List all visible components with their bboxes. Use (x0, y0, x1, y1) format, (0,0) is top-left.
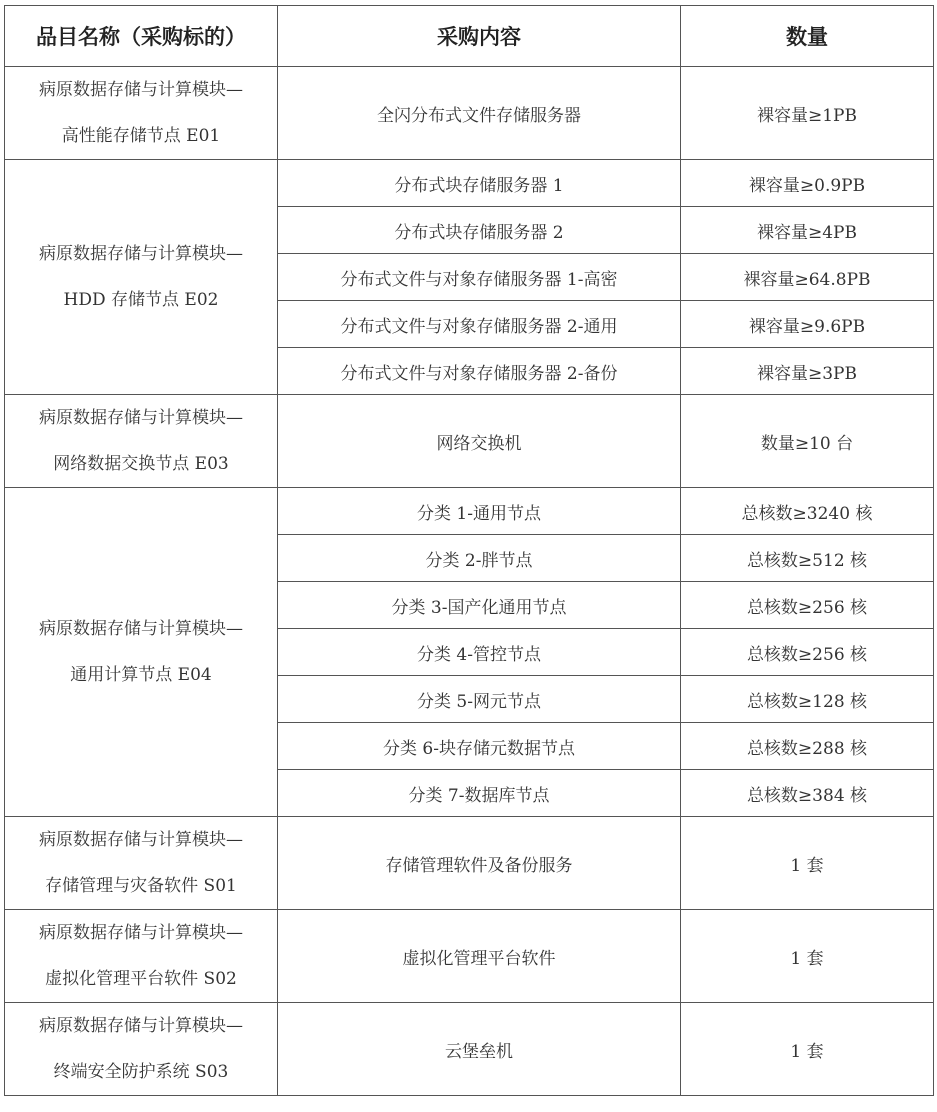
content-cell: 存储管理软件及备份服务 (278, 817, 681, 910)
item-name-cell (5, 817, 278, 910)
item-name-line2: 高性能存储节点 E01 (61, 126, 221, 146)
content-cell: 分布式块存储服务器 1 (278, 160, 681, 207)
item-name-cell (5, 910, 278, 1003)
table-row (5, 1003, 934, 1096)
quantity-cell: 总核数≥512 核 (681, 535, 934, 582)
content-cell: 虚拟化管理平台软件 (278, 910, 681, 1003)
item-name-line1: 病原数据存储与计算模块— (39, 830, 243, 850)
item-name-line2: 虚拟化管理平台软件 S02 (45, 969, 237, 989)
table-row (5, 910, 934, 1003)
quantity-cell: 裸容量≥0.9PB (681, 160, 934, 207)
item-name-cell (5, 488, 278, 817)
item-name-line1: 病原数据存储与计算模块— (39, 80, 243, 100)
item-name-line2: 终端安全防护系统 S03 (53, 1062, 229, 1082)
content-cell: 分类 3-国产化通用节点 (278, 582, 681, 629)
item-name-cell (5, 67, 278, 160)
content-cell: 分类 6-块存储元数据节点 (278, 723, 681, 770)
quantity-cell: 1 套 (681, 910, 934, 1003)
content-cell: 全闪分布式文件存储服务器 (278, 67, 681, 160)
quantity-cell: 总核数≥128 核 (681, 676, 934, 723)
quantity-cell: 总核数≥3240 核 (681, 488, 934, 535)
quantity-cell: 1 套 (681, 817, 934, 910)
item-name-line1: 病原数据存储与计算模块— (39, 244, 243, 264)
item-name-line2: 网络数据交换节点 E03 (53, 454, 229, 474)
content-cell: 分布式块存储服务器 2 (278, 207, 681, 254)
quantity-cell: 总核数≥288 核 (681, 723, 934, 770)
content-cell: 分类 2-胖节点 (278, 535, 681, 582)
item-name-line2: 通用计算节点 E04 (70, 665, 212, 685)
item-name-line1: 病原数据存储与计算模块— (39, 619, 243, 639)
procurement-table (4, 5, 934, 1096)
quantity-cell: 裸容量≥3PB (681, 348, 934, 395)
item-name-cell (5, 160, 278, 395)
quantity-cell: 总核数≥256 核 (681, 629, 934, 676)
item-name-cell (5, 1003, 278, 1096)
quantity-cell: 总核数≥256 核 (681, 582, 934, 629)
item-name-line1: 病原数据存储与计算模块— (39, 1016, 243, 1036)
header-row (5, 6, 934, 67)
content-cell: 分类 5-网元节点 (278, 676, 681, 723)
content-cell: 分类 4-管控节点 (278, 629, 681, 676)
quantity-cell: 裸容量≥4PB (681, 207, 934, 254)
item-name-line2: HDD 存储节点 E02 (63, 290, 219, 310)
quantity-cell: 数量≥10 台 (681, 395, 934, 488)
content-cell: 分布式文件与对象存储服务器 2-通用 (278, 301, 681, 348)
header-quantity: 数量 (681, 6, 934, 67)
content-cell: 网络交换机 (278, 395, 681, 488)
table-row (5, 67, 934, 160)
item-name-line1: 病原数据存储与计算模块— (39, 923, 243, 943)
quantity-cell: 总核数≥384 核 (681, 770, 934, 817)
content-cell: 分类 1-通用节点 (278, 488, 681, 535)
table-row (5, 488, 934, 535)
table-row (5, 395, 934, 488)
content-cell: 云堡垒机 (278, 1003, 681, 1096)
header-item-name: 品目名称（采购标的） (5, 6, 278, 67)
item-name-line2: 存储管理与灾备软件 S01 (45, 876, 237, 896)
item-name-line1: 病原数据存储与计算模块— (39, 408, 243, 428)
header-content: 采购内容 (278, 6, 681, 67)
quantity-cell: 裸容量≥1PB (681, 67, 934, 160)
table-body (5, 67, 934, 1096)
item-name-cell (5, 395, 278, 488)
quantity-cell: 裸容量≥64.8PB (681, 254, 934, 301)
content-cell: 分类 7-数据库节点 (278, 770, 681, 817)
quantity-cell: 裸容量≥9.6PB (681, 301, 934, 348)
table-header (5, 6, 934, 67)
quantity-cell: 1 套 (681, 1003, 934, 1096)
table-row (5, 817, 934, 910)
content-cell: 分布式文件与对象存储服务器 2-备份 (278, 348, 681, 395)
content-cell: 分布式文件与对象存储服务器 1-高密 (278, 254, 681, 301)
table-row (5, 160, 934, 207)
